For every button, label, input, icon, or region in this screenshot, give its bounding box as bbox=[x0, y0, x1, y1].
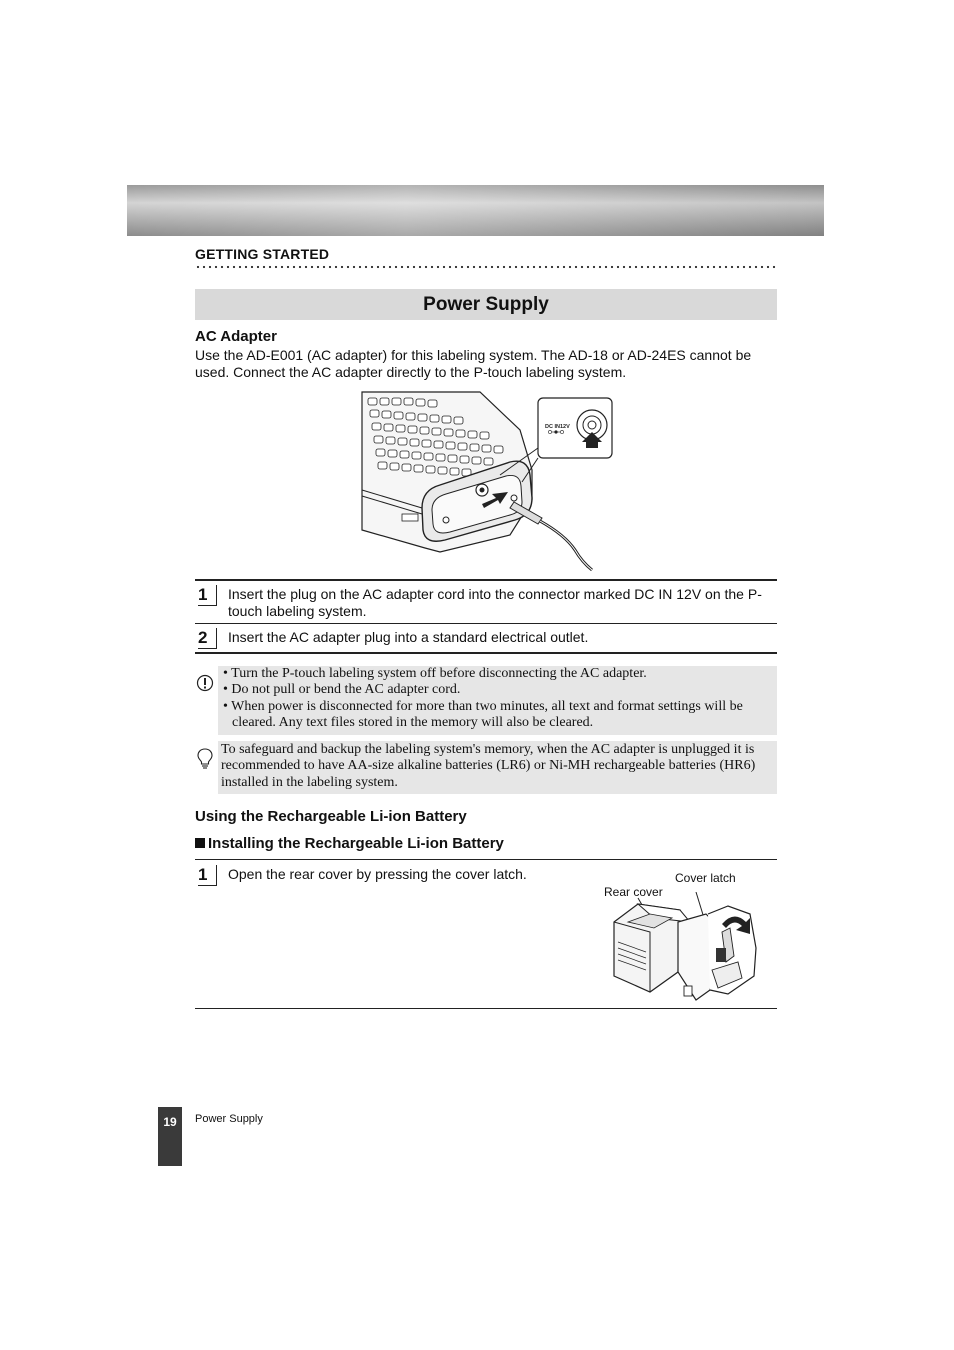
ac-adapter-heading: AC Adapter bbox=[195, 328, 277, 345]
battery-top-rule bbox=[195, 859, 777, 860]
steps-top-rule bbox=[195, 579, 777, 581]
cover-latch-label: Cover latch bbox=[675, 871, 736, 885]
page-number: 19 bbox=[158, 1107, 182, 1166]
lightbulb-icon bbox=[196, 747, 214, 771]
footer-label: Power Supply bbox=[195, 1113, 263, 1125]
rear-cover-label: Rear cover bbox=[604, 885, 663, 899]
steps-divider bbox=[195, 623, 777, 624]
caution-note bbox=[218, 666, 777, 735]
header-banner bbox=[127, 185, 824, 236]
caution-item: • Do not pull or bend the AC adapter cord. bbox=[220, 682, 773, 698]
caution-item: • When power is disconnected for more than two minutes, all text and format settings will be cleared. Any text files stored in the memory will also be cleared. bbox=[220, 699, 773, 732]
battery-heading: Using the Rechargeable Li-ion Battery bbox=[195, 808, 467, 825]
page-title: Power Supply bbox=[195, 289, 777, 320]
step-1-text: Insert the plug on the AC adapter cord into the connector marked DC IN 12V on the P-touch labeling system. bbox=[228, 586, 762, 619]
battery-step-1-number: 1 bbox=[198, 865, 217, 886]
ac-adapter-intro: Use the AD-E001 (AC adapter) for this labeling system. The AD-18 or AD-24ES cannot be used. Connect the AC adapter directly to the P-touch labeling system. bbox=[195, 347, 752, 380]
ac-adapter-illustration bbox=[360, 390, 616, 576]
step-2-text: Insert the AC adapter plug into a standard electrical outlet. bbox=[228, 629, 589, 645]
rear-cover-illustration bbox=[610, 892, 760, 1004]
step-1-number: 1 bbox=[198, 585, 217, 606]
steps-bottom-rule bbox=[195, 652, 777, 654]
battery-bottom-rule bbox=[195, 1008, 777, 1009]
caution-icon bbox=[196, 672, 214, 694]
step-2-number: 2 bbox=[198, 628, 217, 649]
dc-in-label: DC IN12V bbox=[545, 424, 570, 430]
caution-item: • Turn the P-touch labeling system off before disconnecting the AC adapter. bbox=[220, 666, 773, 682]
tip-note: To safeguard and backup the labeling system's memory, when the AC adapter is unplugged it is recommended to have AA-size alkaline batteries (LR6) or Ni-MH rechargeable batteries (HR6) installed in the labeling system. bbox=[218, 741, 777, 794]
dotted-divider bbox=[195, 265, 777, 269]
square-bullet-icon bbox=[195, 838, 205, 848]
battery-subheading-row bbox=[195, 835, 504, 852]
battery-subheading: Installing the Rechargeable Li-ion Battery bbox=[208, 835, 504, 852]
section-label: GETTING STARTED bbox=[195, 246, 330, 262]
battery-step-1-text: Open the rear cover by pressing the cover latch. bbox=[228, 866, 527, 882]
